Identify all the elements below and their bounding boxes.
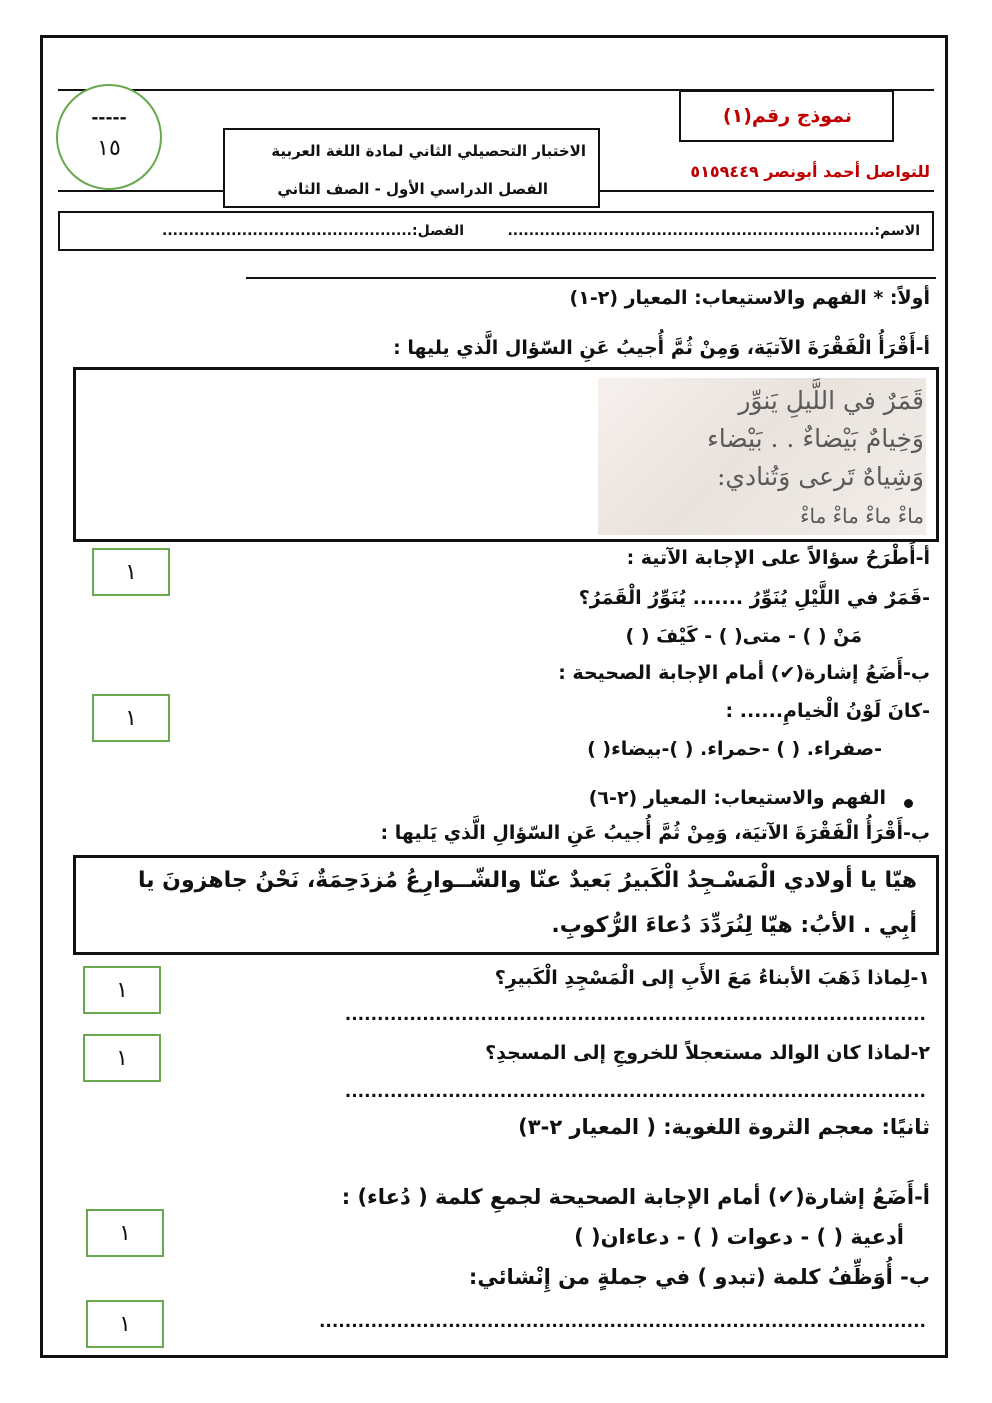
- score-box-5[interactable]: ١: [86, 1209, 164, 1257]
- score-box-3[interactable]: ١: [83, 966, 161, 1014]
- q2-sentence: -كانَ لَوْنُ الْخيامِ...... :: [725, 700, 930, 722]
- score-total: ١٥: [97, 136, 121, 161]
- contact-text: للتواصل أحمد أبونصر ٥١٥٩٤٤٩: [690, 162, 930, 181]
- q3-text: ١-لِماذا ذَهَبَ الأبناءُ مَعَ الأَبِ إلى الْمَسْجِدِ الْكَبيرِ؟: [494, 967, 930, 989]
- model-box: [679, 90, 894, 142]
- model-label: نموذج رقم(١): [722, 105, 852, 127]
- q4-answer-line[interactable]: ..........................................................................................: [344, 1082, 926, 1102]
- score-box-4[interactable]: ١: [83, 1034, 161, 1082]
- poem-line-4: ماءْ ماءْ ماءْ ماءْ: [800, 504, 924, 528]
- section1-instruction-2: ب-أَقْرَأُ الْفَقْرَةَ الآتيَة، وَمِنْ ثُمَّ أُجيبُ عَنِ السّؤالِ الَّذي يَليها :: [380, 822, 930, 844]
- score-dashes: -----: [91, 108, 127, 128]
- exam-title: الاختبار التحصيلي الثاني لمادة اللغة العربية: [271, 142, 586, 160]
- section2-title: ثانيًا: معجم الثروة اللغوية: ( المعيار ٢-٣): [518, 1115, 930, 1139]
- q1-title: أ-أَطْرَحُ سؤالاً على الإجابة الآتية :: [626, 547, 930, 569]
- student-info-box: [58, 211, 934, 251]
- section2-q1-options[interactable]: أدعية ( ) - دعوات ( ) - دعاءان( ): [574, 1225, 904, 1249]
- name-field[interactable]: الاسم:.....................................................................: [507, 223, 920, 239]
- section2-q2-title: ب- أُوَظِّفُ كلمة (تبدو ) في جملةٍ من إِنْشائي:: [468, 1265, 930, 1289]
- exam-subtitle: الفصل الدراسي الأول - الصف الثاني: [277, 180, 548, 198]
- bullet-title: الفهم والاستيعاب: المعيار (٢-٦): [588, 787, 886, 809]
- score-circle: [56, 84, 162, 190]
- paragraph-line-1: هيّا يا أولادي الْمَسْـجِدُ الْكَبيرُ بَعيدٌ عنّا والشّــوارِعُ مُزدَحِمَةٌ، نَحْنُ جاهزونَ يا: [138, 868, 917, 893]
- section2-q1-title: أ-أَضَعُ إشارة(✔) أمام الإجابة الصحيحة لجمعِ كلمة ( دُعاء) :: [341, 1185, 930, 1209]
- bullet-dot: [904, 799, 913, 808]
- section2-q2-answer-line[interactable]: ..............................................................................................: [318, 1312, 926, 1332]
- poem-line-2: وَخِيامٌ بَيْضاءٌ . . بَيْضاء: [707, 424, 924, 453]
- q1-options[interactable]: مَنْ ( ) - متى( ) - كَيْفَ ( ): [625, 625, 862, 647]
- q3-answer-line[interactable]: ..........................................................................................: [344, 1005, 926, 1025]
- section1-instruction: أ-أَقْرَأُ الْفَقْرَةَ الآتيَة، وَمِنْ ثُمَّ أُجيبُ عَنِ السّؤال الَّذي يليها :: [393, 337, 930, 359]
- poem-line-3: وَشِياهٌ تَرعى وَتُنادي:: [717, 462, 924, 491]
- section1-title: أولاً: * الفهم والاستيعاب: المعيار (٢-١): [569, 287, 930, 309]
- q4-text: ٢-لماذا كان الوالد مستعجلاً للخروجِ إلى المسجدِ؟: [485, 1042, 930, 1064]
- q2-options[interactable]: -صفراء. ( ) -حمراء. ( )-بيضاء( ): [587, 738, 882, 760]
- exam-title-box: [223, 128, 600, 208]
- score-box-6[interactable]: ١: [86, 1300, 164, 1348]
- q2-title: ب-أَضَعُ إشارة(✔) أمام الإجابة الصحيحة :: [558, 662, 930, 684]
- section-divider-line: [246, 277, 936, 279]
- paragraph-line-2: أبِي . الأبُ: هيّا لِنُرَدِّدَ دُعاءَ الرُّكوبِ.: [551, 913, 917, 938]
- class-field[interactable]: الفصل:...............................................: [162, 223, 464, 239]
- score-box-2[interactable]: ١: [92, 694, 170, 742]
- score-box-1[interactable]: ١: [92, 548, 170, 596]
- poem-line-1: قَمَرٌ في اللَّيلِ يَنوِّر: [738, 386, 924, 415]
- q1-sentence: -قَمَرٌ في اللَّيْلِ يُنَوِّرُ ....... يُنَوِّرُ الْقَمَرُ؟: [578, 587, 930, 609]
